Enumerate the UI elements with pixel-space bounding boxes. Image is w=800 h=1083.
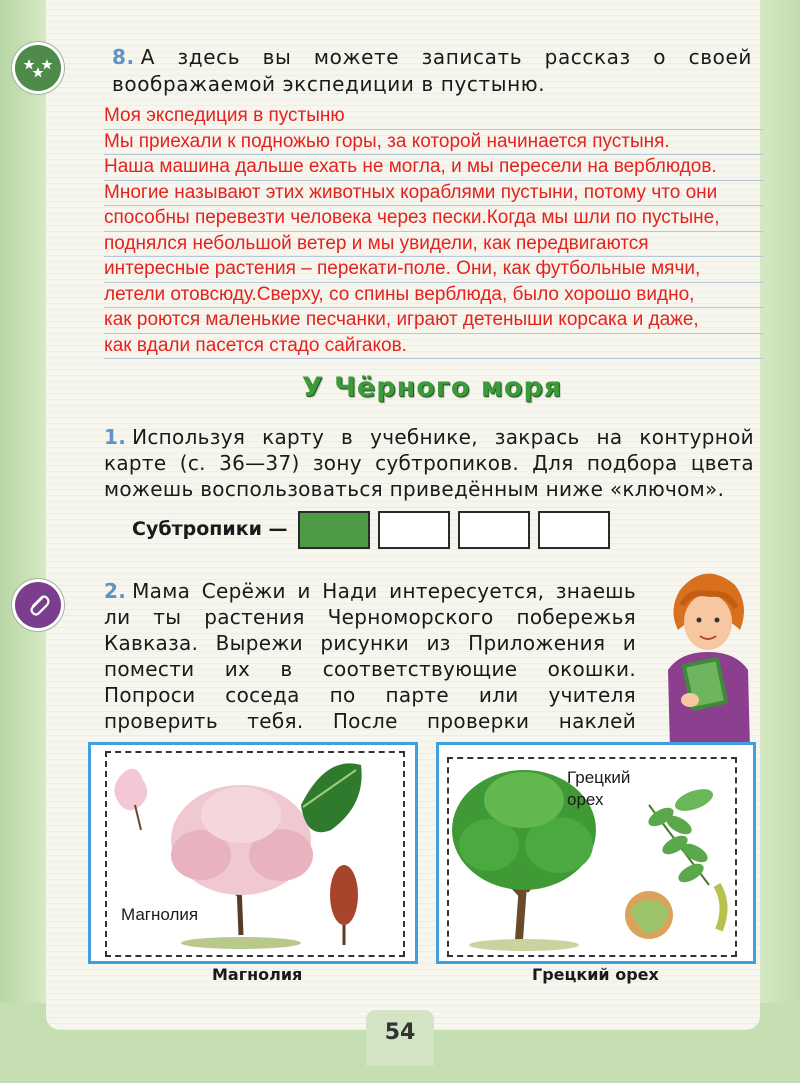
magnolia-caption: Магнолия <box>212 965 303 984</box>
walnut-label-line2: орех <box>567 790 604 809</box>
task-1-body: Используя карту в учебнике, закрась на контурной карте (с. 36—37) зону субтропиков. Для подбора цвета можешь воспользоваться приведённым ниже «ключом». <box>104 425 754 501</box>
story-line: как вдали пасется стадо сайгаков. <box>104 334 764 360</box>
story-line: Многие называют этих животных кораблями пустыни, потому что они <box>104 181 764 207</box>
walnut-label <box>567 767 630 811</box>
section-heading: У Чёрного моря <box>301 372 563 403</box>
task-8-text <box>112 44 752 98</box>
task-8-number: 8. <box>112 45 135 69</box>
task-1-number: 1. <box>104 425 127 449</box>
creative-task-icon <box>15 45 61 91</box>
color-key-box[interactable] <box>538 511 610 549</box>
right-margin-decoration <box>760 0 800 1083</box>
story-line: Мы приехали к подножью горы, за которой начинается пустыня. <box>104 130 764 156</box>
story-line: способны перевезти человека через пески.Когда мы шли по пустыне, <box>104 206 764 232</box>
left-margin-decoration <box>0 0 46 1083</box>
magnolia-illustration <box>91 745 415 961</box>
task-1-text <box>104 424 754 502</box>
task-8-body: А здесь вы можете записать рассказ о своей воображаемой экспедиции в пустыню. <box>112 45 752 96</box>
walnut-caption: Грецкий орех <box>532 965 659 984</box>
story-line: поднялся небольшой ветер и мы увидели, как передвигаются <box>104 232 764 258</box>
paperclip-icon <box>15 582 61 628</box>
story-line: как роются маленькие песчанки, играют детеныши корсака и даже, <box>104 308 764 334</box>
color-key-label: Субтропики — <box>132 518 288 540</box>
task-2-text <box>104 578 636 760</box>
story-line: Наша машина дальше ехать не могла, и мы пересели на верблюдов. <box>104 155 764 181</box>
walnut-picture-frame <box>436 742 756 964</box>
story-line: Моя экспедиция в пустыню <box>104 104 764 130</box>
task-2-body: Мама Серёжи и Нади интересуется, знаешь ли ты растения Черноморского побережья Кавказа. Вырежи рисунки из Приложения и помести их в соответствующие окошки. Попроси соседа по парте или учителя проверить тебя. После проверки наклей <box>104 579 636 733</box>
walnut-label-line1: Грецкий <box>567 768 631 787</box>
color-key-box[interactable] <box>378 511 450 549</box>
page-number: 54 <box>384 1020 416 1045</box>
magnolia-label: Магнолия <box>121 905 199 924</box>
color-key-box[interactable] <box>458 511 530 549</box>
story-line: интересные растения – перекати-поле. Они, как футбольные мячи, <box>104 257 764 283</box>
task-2-number: 2. <box>104 579 127 603</box>
girl-with-book-illustration <box>650 560 760 750</box>
story-line: летели отовсюду.Сверху, со спины верблюда, было хорошо видно, <box>104 283 764 309</box>
magnolia-picture-frame <box>88 742 418 964</box>
story-answer <box>104 104 764 359</box>
color-key-box-filled[interactable] <box>298 511 370 549</box>
